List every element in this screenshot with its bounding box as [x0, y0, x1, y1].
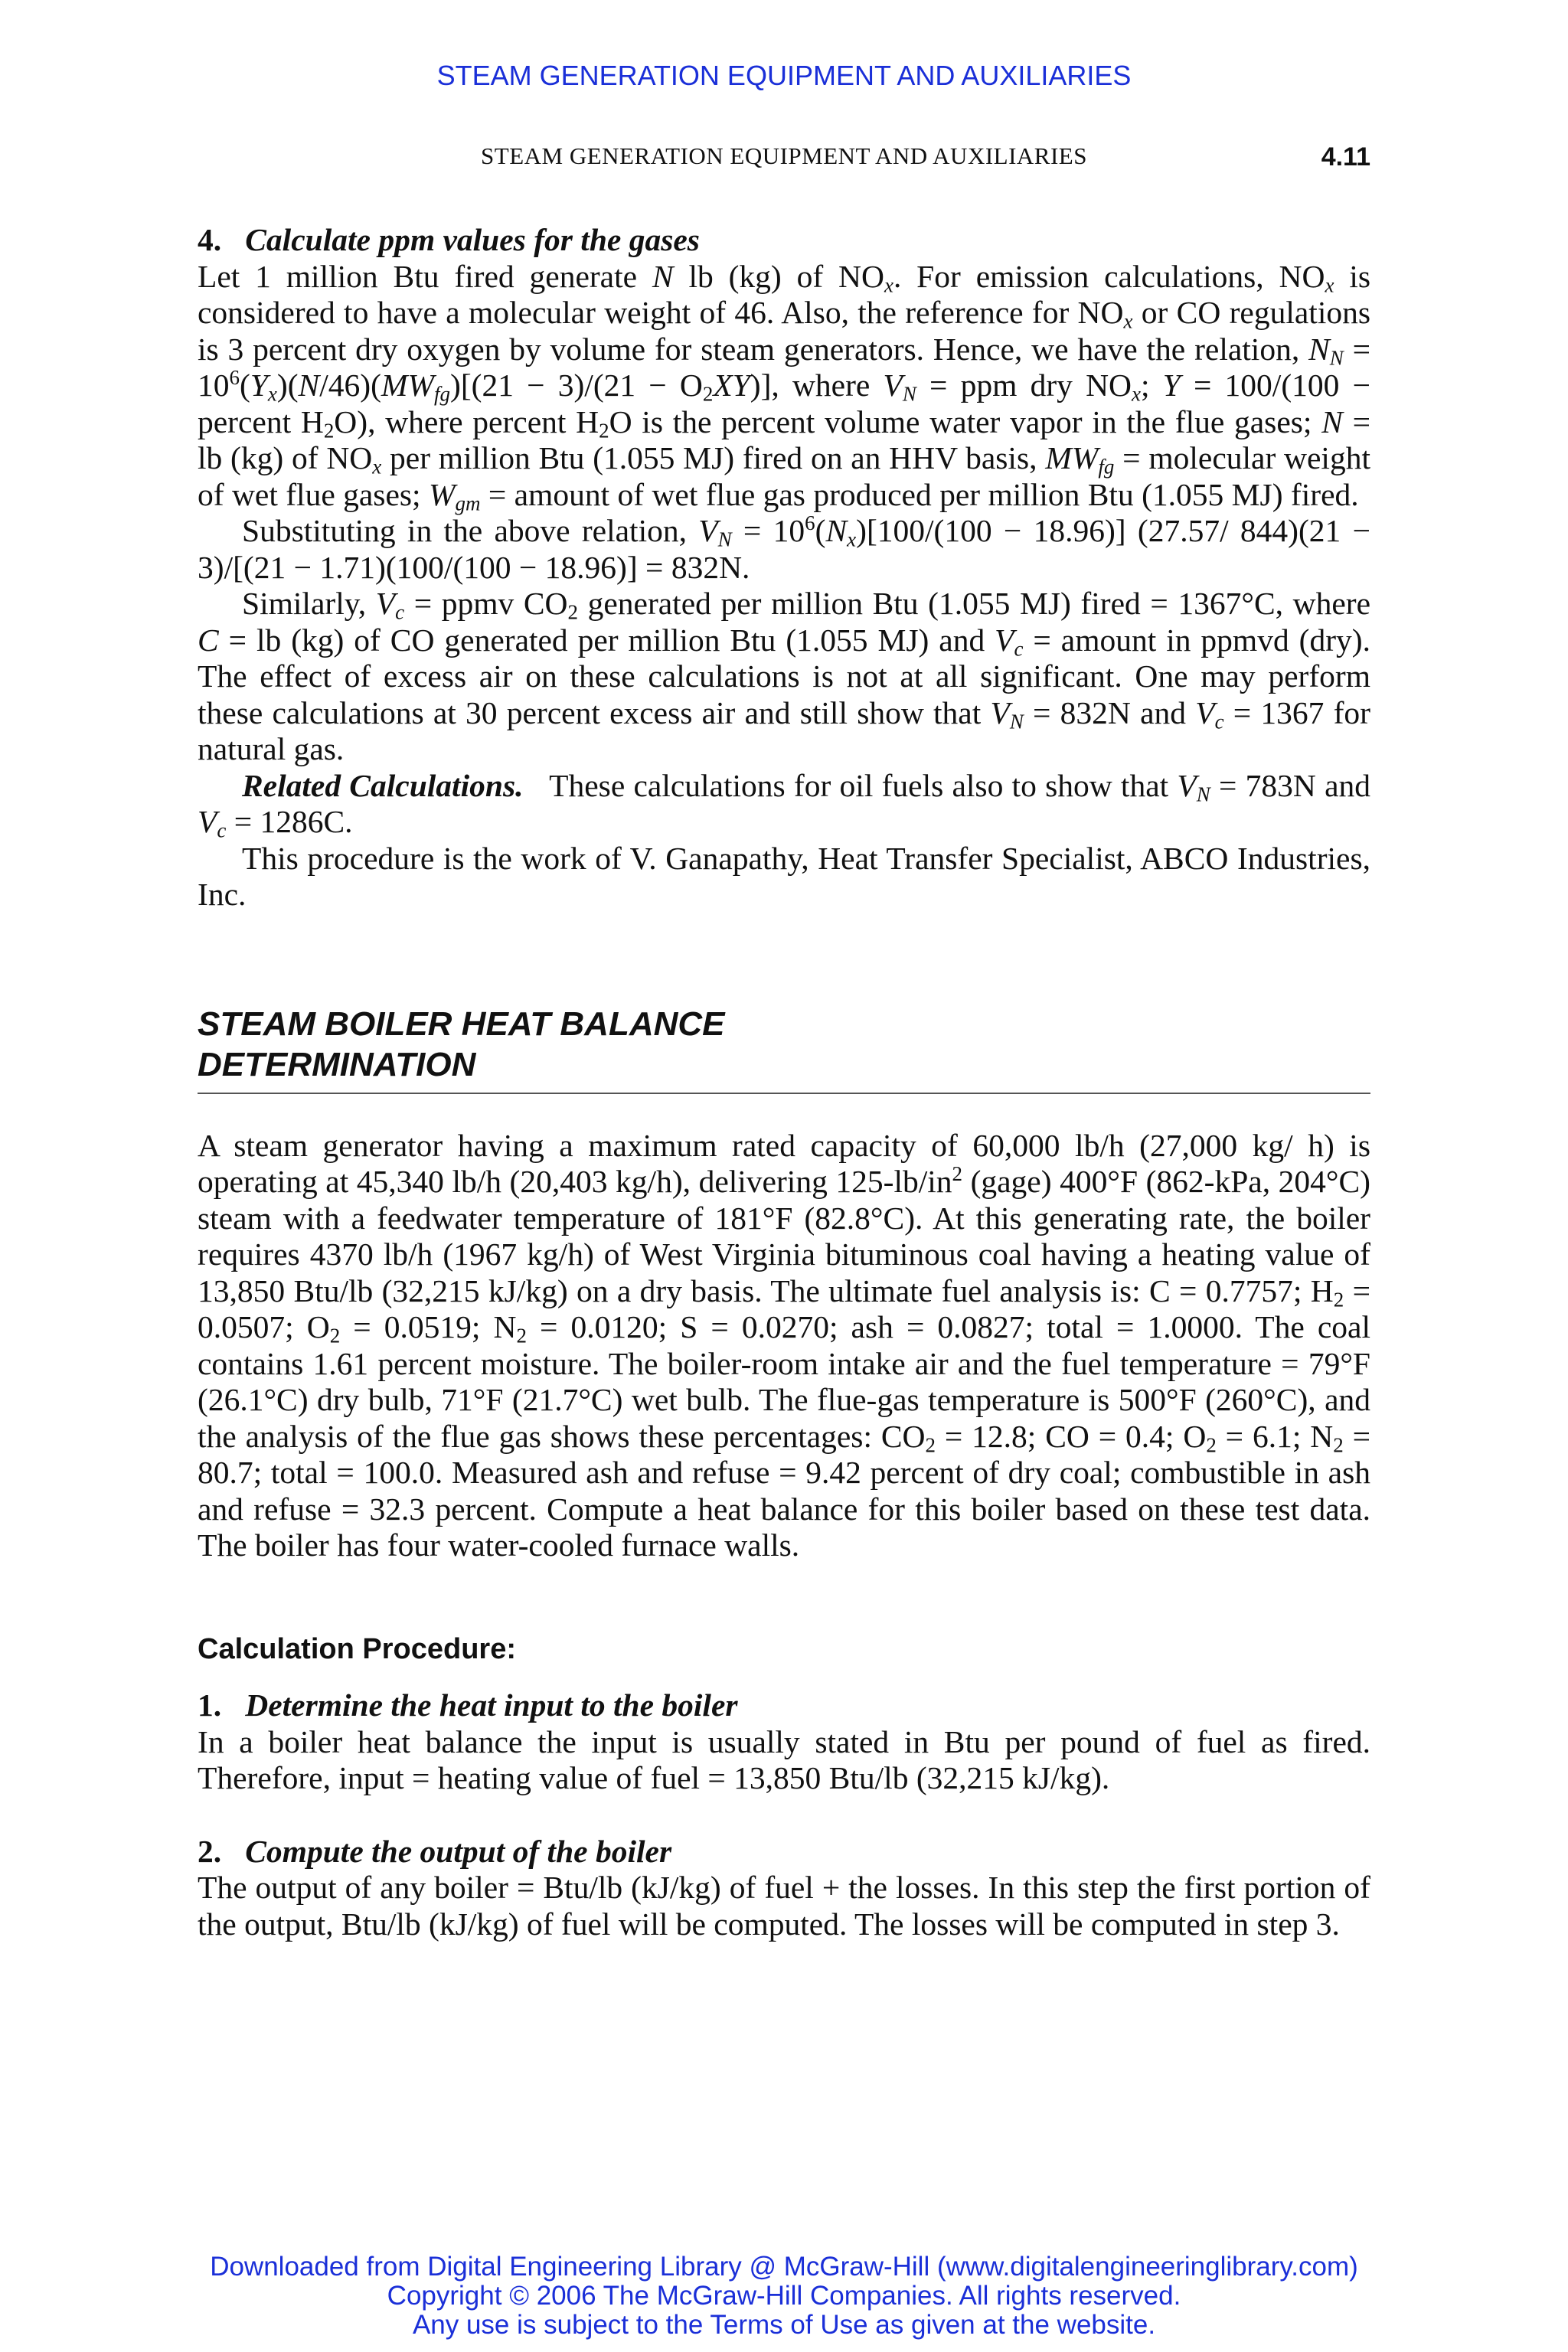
paragraph: Substituting in the above relation, $V_N = 10^6(N_x)[100/(100 - 18.96)]$ (27.57/ 844)(21 − 3)/[(21 − 1.71)(100/(100 − 18.96)] = 832N. [198, 511, 1371, 585]
paragraph: This procedure is the work of V. Ganapathy, Heat Transfer Specialist, ABCO Industries, Inc. [198, 840, 1370, 912]
footer-terms: Any use is subject to the Terms of Use as given at the website. [412, 2310, 1156, 2340]
paragraph: The output of any boiler = Btu/lb (kJ/kg) of fuel + the losses. In this step the first portion of the output, Btu/lb (kJ/kg) of fuel will be computed. The losses will be computed in step 3. [198, 1870, 1370, 1942]
running-header-title: STEAM GENERATION EQUIPMENT AND AUXILIARIES [481, 142, 1087, 169]
footer-copyright: Copyright © 2006 The McGraw-Hill Companies. All rights reserved. [387, 2281, 1181, 2311]
calculation-procedure-label: Calculation Procedure: [198, 1632, 516, 1665]
page-number: 4.11 [1321, 142, 1370, 172]
paragraph: In a boiler heat balance the input is usually stated in Btu per pound of fuel as fired. Therefore, input = heating value of fuel = 13,850 Btu/lb (32,215 kJ/kg). [198, 1723, 1370, 1795]
step-4-heading: 4. Calculate ppm values for the gases [198, 222, 700, 257]
related-calculations-label: Related Calculations. [242, 767, 524, 803]
section-title: STEAM BOILER HEAT BALANCE DETERMINATION [198, 1004, 1370, 1094]
site-banner[interactable]: STEAM GENERATION EQUIPMENT AND AUXILIARIES [436, 60, 1132, 91]
paragraph: Similarly, $V_c$ = ppmv $CO_2$ generated per million Btu (1.055 MJ) fired = 1367°C, where C = lb (kg) of CO generated per million Btu (1.055 MJ) and $V_c$ = amount in ppmvd (dry). The effect of excess air on these calculations is not at all significant. One may perform these calculations at 30 percent excess air and still show that $V_N = 832N$ and $V_c = 1367$ for natural gas. [198, 586, 1371, 766]
footer [0, 2252, 1568, 2340]
page-body [198, 222, 1370, 1942]
paragraph: Related Calculations. These calculations for oil fuels also to show that $V_N = 783N$ and $V_c = 1286C$. [198, 767, 1370, 842]
running-header [198, 142, 1370, 176]
step-1-heading: 1. Determine the heat input to the boiler [198, 1687, 738, 1723]
footer-download-link[interactable]: Downloaded from Digital Engineering Library @ McGraw-Hill (www.digitalengineeringlibrary.com) [210, 2252, 1358, 2282]
paragraph: A steam generator having a maximum rated capacity of 60,000 lb/h (27,000 kg/ h) is operating at 45,340 lb/h (20,403 kg/h), delivering $125-lb/in^2$ (gage) 400°F (862-kPa, 204°C) steam with a feedwater temperature of 181°F (82.8°C). At this generating rate, the boiler requires 4370 lb/h (1967 kg/h) of West Virginia bituminous coal having a heating value of 13,850 Btu/lb (32,215 kJ/kg) on a dry basis. The ultimate fuel analysis is: C = 0.7757; $H_2 = 0.0507$; $O_2 = 0.0519$; $N_2 = 0.0120$; S = 0.0270; ash = 0.0827; total = 1.0000. The coal contains 1.61 percent moisture. The boiler-room intake air and the fuel temperature = 79°F (26.1°C) dry bulb, 71°F (21.7°C) wet bulb. The flue-gas temperature is 500°F (260°C), and the analysis of the flue gas shows these percentages: $CO_2 = 12.8$; CO = 0.4; $O_2 = 6.1$; $N_2 = 80.7$; total = 100.0. Measured ash and refuse = 9.42 percent of dry coal; combustible in ash and refuse = 32.3 percent. Compute a heat balance for this boiler based on these test data. The boiler has four water-cooled furnace walls. [198, 1127, 1371, 1563]
paragraph: Let 1 million Btu fired generate N lb (kg) of $NO_x$. For emission calculations, $NO_x$ is considered to have a molecular weight of 46. Also, the reference for $NO_x$ or CO regulations is 3 percent dry oxygen by volume for steam generators. Hence, we have the relation, $N_N = 10^6(Y_x)(N/46)(MW_{fg})[(21 - 3)/(21 - O_2XY)]$, where $V_N$ = ppm dry $NO_x$; Y = 100/(100 − percent $H_2O$), where percent $H_2O$ is the percent volume water vapor in the flue gases; N = lb (kg) of $NO_x$ per million Btu (1.055 MJ) fired on an HHV basis, $MW_{fg}$ = molecular weight of wet flue gases; $W_{gm}$ = amount of wet flue gas produced per million Btu (1.055 MJ) fired. [198, 258, 1371, 515]
step-2-heading: 2. Compute the output of the boiler [198, 1833, 672, 1869]
